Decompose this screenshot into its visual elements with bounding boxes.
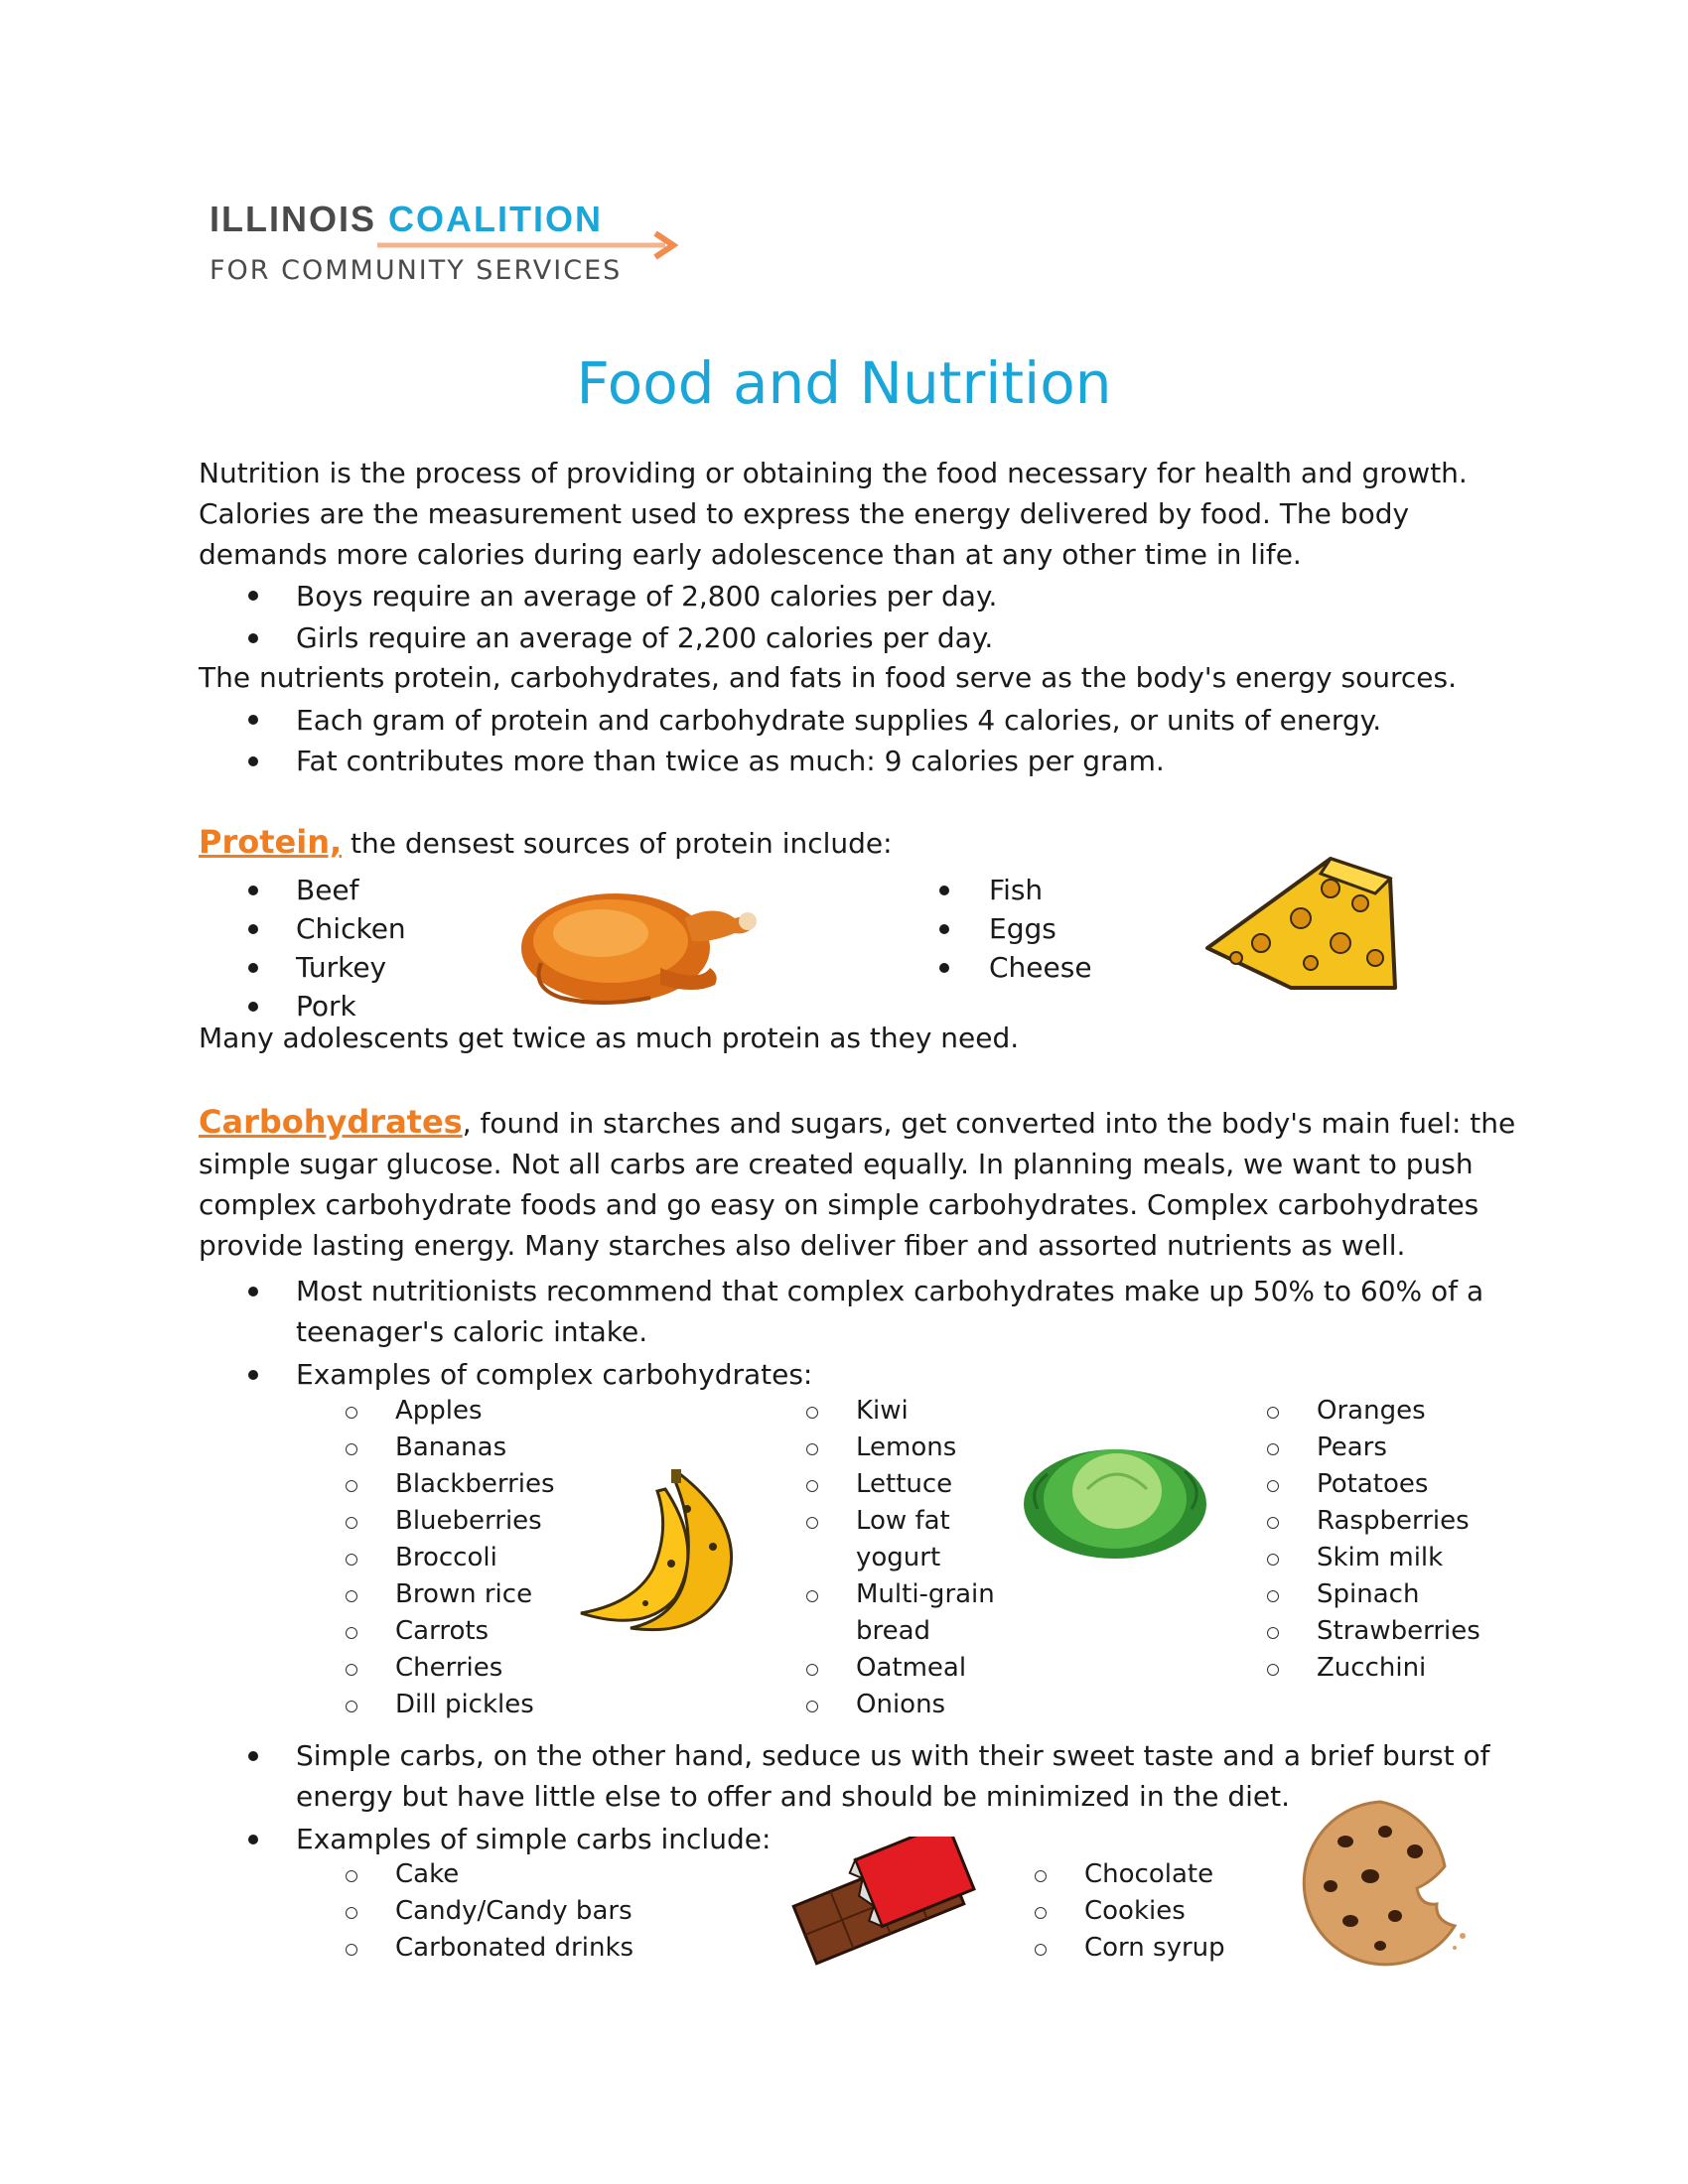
- bullet-icon: [248, 715, 258, 725]
- bullet-icon: [248, 924, 258, 934]
- circle-bullet-icon: [1267, 1443, 1279, 1455]
- simple-carb-item-label: Candy/Candy bars: [395, 1896, 633, 1926]
- circle-bullet-icon: [806, 1407, 818, 1419]
- circle-bullet-icon: [806, 1701, 818, 1712]
- simple-carb-item: [1035, 1856, 1225, 1893]
- complex-carb-item: [806, 1576, 995, 1613]
- circle-bullet-icon: [346, 1870, 357, 1882]
- circle-bullet-icon: [346, 1407, 357, 1419]
- circle-bullet-icon: [806, 1517, 818, 1529]
- logo-word-illinois: ILLINOIS: [210, 199, 376, 239]
- complex-carb-item-label: Blackberries: [395, 1469, 555, 1499]
- protein-item: Chicken: [296, 912, 406, 945]
- complex-carb-item: [806, 1613, 995, 1650]
- recommendation-line: Most nutritionists recommend that complex carbohydrates make up 50% to 60% of a: [296, 1275, 1484, 1307]
- carbs-line: provide lasting energy. Many starches also deliver fiber and assorted nutrients as well.: [199, 1229, 1406, 1262]
- protein-item: Fish: [989, 874, 1044, 906]
- complex-carb-item-label: Dill pickles: [395, 1690, 534, 1719]
- bullet-icon: [248, 1370, 258, 1380]
- complex-carb-item-label: Bananas: [395, 1433, 507, 1462]
- simple-carb-item-label: Cookies: [1084, 1896, 1186, 1926]
- carbs-line: complex carbohydrate foods and go easy on simple carbohydrates. Complex carbohydrates: [199, 1188, 1479, 1221]
- complex-carb-item-label: Lemons: [856, 1433, 957, 1462]
- complex-carb-item: [1267, 1540, 1480, 1576]
- bullet-icon: [248, 1751, 258, 1761]
- complex-carb-item: [806, 1430, 995, 1466]
- simple-carb-item: [1035, 1893, 1225, 1930]
- complex-carb-item: [346, 1687, 555, 1723]
- complex-carb-item-label: Broccoli: [395, 1543, 497, 1572]
- complex-carb-item: [806, 1503, 995, 1540]
- intro-paragraph: [199, 453, 1468, 575]
- circle-bullet-icon: [346, 1517, 357, 1529]
- bullet-icon: [248, 886, 258, 895]
- energy-bullet-fat: Fat contributes more than twice as much: 9 calories per gram.: [296, 745, 1165, 777]
- complex-carb-item-label: Brown rice: [395, 1579, 533, 1609]
- simple-carb-item-label: Chocolate: [1084, 1859, 1214, 1889]
- complex-carb-item-label: Blueberries: [395, 1506, 542, 1536]
- complex-carb-item: [806, 1393, 995, 1430]
- cookie-icon: [1296, 1797, 1475, 1971]
- carbs-paragraph: [199, 1102, 1515, 1266]
- recommendation-line: teenager's caloric intake.: [296, 1315, 648, 1348]
- energy-bullet-protein-carbs: Each gram of protein and carbohydrate supplies 4 calories, or units of energy.: [296, 704, 1382, 737]
- simple-carb-item: [346, 1856, 633, 1893]
- protein-item: Turkey: [296, 951, 387, 984]
- simple-carb-item: [346, 1930, 633, 1967]
- carbs-line-rest: , found in starches and sugars, get converted into the body's main fuel: the: [462, 1107, 1516, 1140]
- carbs-heading: Carbohydrates: [199, 1103, 463, 1141]
- simple-carbs-line: Simple carbs, on the other hand, seduce us with their sweet taste and a brief burst of: [296, 1739, 1490, 1772]
- simple-carb-item: [1035, 1930, 1225, 1967]
- complex-carb-item-label: bread: [856, 1616, 931, 1646]
- circle-bullet-icon: [806, 1480, 818, 1492]
- circle-bullet-icon: [346, 1944, 357, 1956]
- complex-carb-item: [346, 1466, 555, 1503]
- lettuce-icon: [1018, 1430, 1211, 1564]
- simple-examples-label: Examples of simple carbs include:: [296, 1823, 772, 1855]
- complex-examples-label: Examples of complex carbohydrates:: [296, 1358, 813, 1391]
- protein-note: Many adolescents get twice as much protein as they need.: [199, 1022, 1020, 1054]
- circle-bullet-icon: [346, 1627, 357, 1639]
- complex-carb-item-label: Strawberries: [1317, 1616, 1480, 1646]
- complex-carb-item: [346, 1650, 555, 1687]
- cheese-icon: [1201, 849, 1400, 998]
- complex-carb-item: [346, 1613, 555, 1650]
- complex-carb-item-label: yogurt: [856, 1543, 941, 1572]
- bullet-icon: [248, 1287, 258, 1297]
- bullet-icon: [939, 963, 949, 973]
- nutrients-line: The nutrients protein, carbohydrates, and fats in food serve as the body's energy sources.: [199, 661, 1457, 694]
- chocolate-bar-icon: [770, 1837, 978, 1976]
- complex-list-col1: [346, 1393, 555, 1723]
- circle-bullet-icon: [1035, 1907, 1047, 1919]
- circle-bullet-icon: [806, 1590, 818, 1602]
- protein-item: Beef: [296, 874, 359, 906]
- complex-carb-item-label: Carrots: [395, 1616, 490, 1646]
- circle-bullet-icon: [346, 1590, 357, 1602]
- complex-carb-item-label: Low fat: [856, 1506, 950, 1536]
- page-title: Food and Nutrition: [576, 349, 1112, 417]
- complex-carb-item-label: Oatmeal: [856, 1653, 967, 1683]
- bullet-icon: [248, 1002, 258, 1012]
- complex-carb-item: [346, 1430, 555, 1466]
- circle-bullet-icon: [806, 1443, 818, 1455]
- circle-bullet-icon: [346, 1443, 357, 1455]
- complex-carb-item-label: Spinach: [1317, 1579, 1420, 1609]
- complex-carb-item: [1267, 1393, 1480, 1430]
- complex-carb-item: [346, 1540, 555, 1576]
- calorie-bullet-boys: Boys require an average of 2,800 calories per day.: [296, 580, 998, 613]
- circle-bullet-icon: [346, 1907, 357, 1919]
- bullet-icon: [248, 756, 258, 766]
- bullet-icon: [939, 886, 949, 895]
- complex-carb-item: [1267, 1613, 1480, 1650]
- bullet-icon: [248, 633, 258, 643]
- circle-bullet-icon: [1267, 1627, 1279, 1639]
- complex-carb-item-label: Lettuce: [856, 1469, 953, 1499]
- bullet-icon: [248, 1835, 258, 1844]
- complex-carb-item: [806, 1687, 995, 1723]
- complex-carb-item-label: Apples: [395, 1396, 483, 1426]
- circle-bullet-icon: [1267, 1480, 1279, 1492]
- complex-carb-item: [1267, 1576, 1480, 1613]
- circle-bullet-icon: [346, 1664, 357, 1676]
- banana-icon: [576, 1469, 755, 1643]
- complex-carb-item-label: Onions: [856, 1690, 946, 1719]
- complex-carb-item: [1267, 1430, 1480, 1466]
- circle-bullet-icon: [346, 1480, 357, 1492]
- complex-carb-item-label: Oranges: [1317, 1396, 1426, 1426]
- protein-item: Eggs: [989, 912, 1056, 945]
- protein-heading-line: [199, 822, 893, 864]
- logo-line-2: FOR COMMUNITY SERVICES: [210, 255, 623, 286]
- bullet-icon: [939, 924, 949, 934]
- complex-carb-item: [1267, 1466, 1480, 1503]
- complex-carb-item-label: Kiwi: [856, 1396, 909, 1426]
- complex-carb-item: [1267, 1650, 1480, 1687]
- carbs-bullet-recommendation: [296, 1271, 1483, 1352]
- complex-carb-item: [346, 1576, 555, 1613]
- protein-heading-rest: the densest sources of protein include:: [342, 827, 893, 860]
- complex-carb-item: [806, 1650, 995, 1687]
- simple-carb-item-label: Carbonated drinks: [395, 1933, 634, 1963]
- simple-carb-item: [346, 1893, 633, 1930]
- complex-carb-item-label: Pears: [1317, 1433, 1387, 1462]
- complex-carb-item: [1267, 1503, 1480, 1540]
- calorie-bullet-girls: Girls require an average of 2,200 calories per day.: [296, 621, 994, 654]
- protein-item: Pork: [296, 990, 356, 1023]
- circle-bullet-icon: [346, 1701, 357, 1712]
- bullet-icon: [248, 591, 258, 601]
- complex-carb-item-label: Raspberries: [1317, 1506, 1470, 1536]
- roast-turkey-icon: [511, 864, 760, 1013]
- circle-bullet-icon: [1267, 1590, 1279, 1602]
- protein-item: Cheese: [989, 951, 1092, 984]
- simple-list-col1: [346, 1856, 633, 1967]
- circle-bullet-icon: [346, 1554, 357, 1566]
- complex-carb-item-label: Skim milk: [1317, 1543, 1444, 1572]
- complex-carb-item-label: Cherries: [395, 1653, 503, 1683]
- circle-bullet-icon: [806, 1664, 818, 1676]
- circle-bullet-icon: [1035, 1944, 1047, 1956]
- intro-line: Nutrition is the process of providing or obtaining the food necessary for health and growth.: [199, 457, 1468, 489]
- intro-line: demands more calories during early adolescence than at any other time in life.: [199, 538, 1302, 571]
- complex-carb-item: [806, 1540, 995, 1576]
- complex-carb-item-label: Multi-grain: [856, 1579, 995, 1609]
- protein-heading: Protein,: [199, 823, 343, 861]
- complex-carb-item: [806, 1466, 995, 1503]
- carbs-line: simple sugar glucose. Not all carbs are created equally. In planning meals, we want to push: [199, 1148, 1474, 1180]
- complex-list-col3: [1267, 1393, 1480, 1687]
- circle-bullet-icon: [1267, 1554, 1279, 1566]
- logo-word-coalition: COALITION: [388, 199, 603, 239]
- simple-carb-item-label: Cake: [395, 1859, 460, 1889]
- simple-carb-item-label: Corn syrup: [1084, 1933, 1225, 1963]
- bullet-icon: [248, 963, 258, 973]
- simple-list-col2: [1035, 1856, 1225, 1967]
- circle-bullet-icon: [1267, 1664, 1279, 1676]
- complex-carb-item-label: Potatoes: [1317, 1469, 1429, 1499]
- complex-carb-item: [346, 1393, 555, 1430]
- carbs-line: [199, 1102, 1515, 1144]
- complex-carb-item-label: Zucchini: [1317, 1653, 1427, 1683]
- circle-bullet-icon: [1035, 1870, 1047, 1882]
- complex-carb-item: [346, 1503, 555, 1540]
- intro-line: Calories are the measurement used to express the energy delivered by food. The body: [199, 497, 1410, 530]
- simple-carbs-line: energy but have little else to offer and should be minimized in the diet.: [296, 1780, 1290, 1813]
- circle-bullet-icon: [1267, 1517, 1279, 1529]
- complex-list-col2: [806, 1393, 995, 1723]
- circle-bullet-icon: [1267, 1407, 1279, 1419]
